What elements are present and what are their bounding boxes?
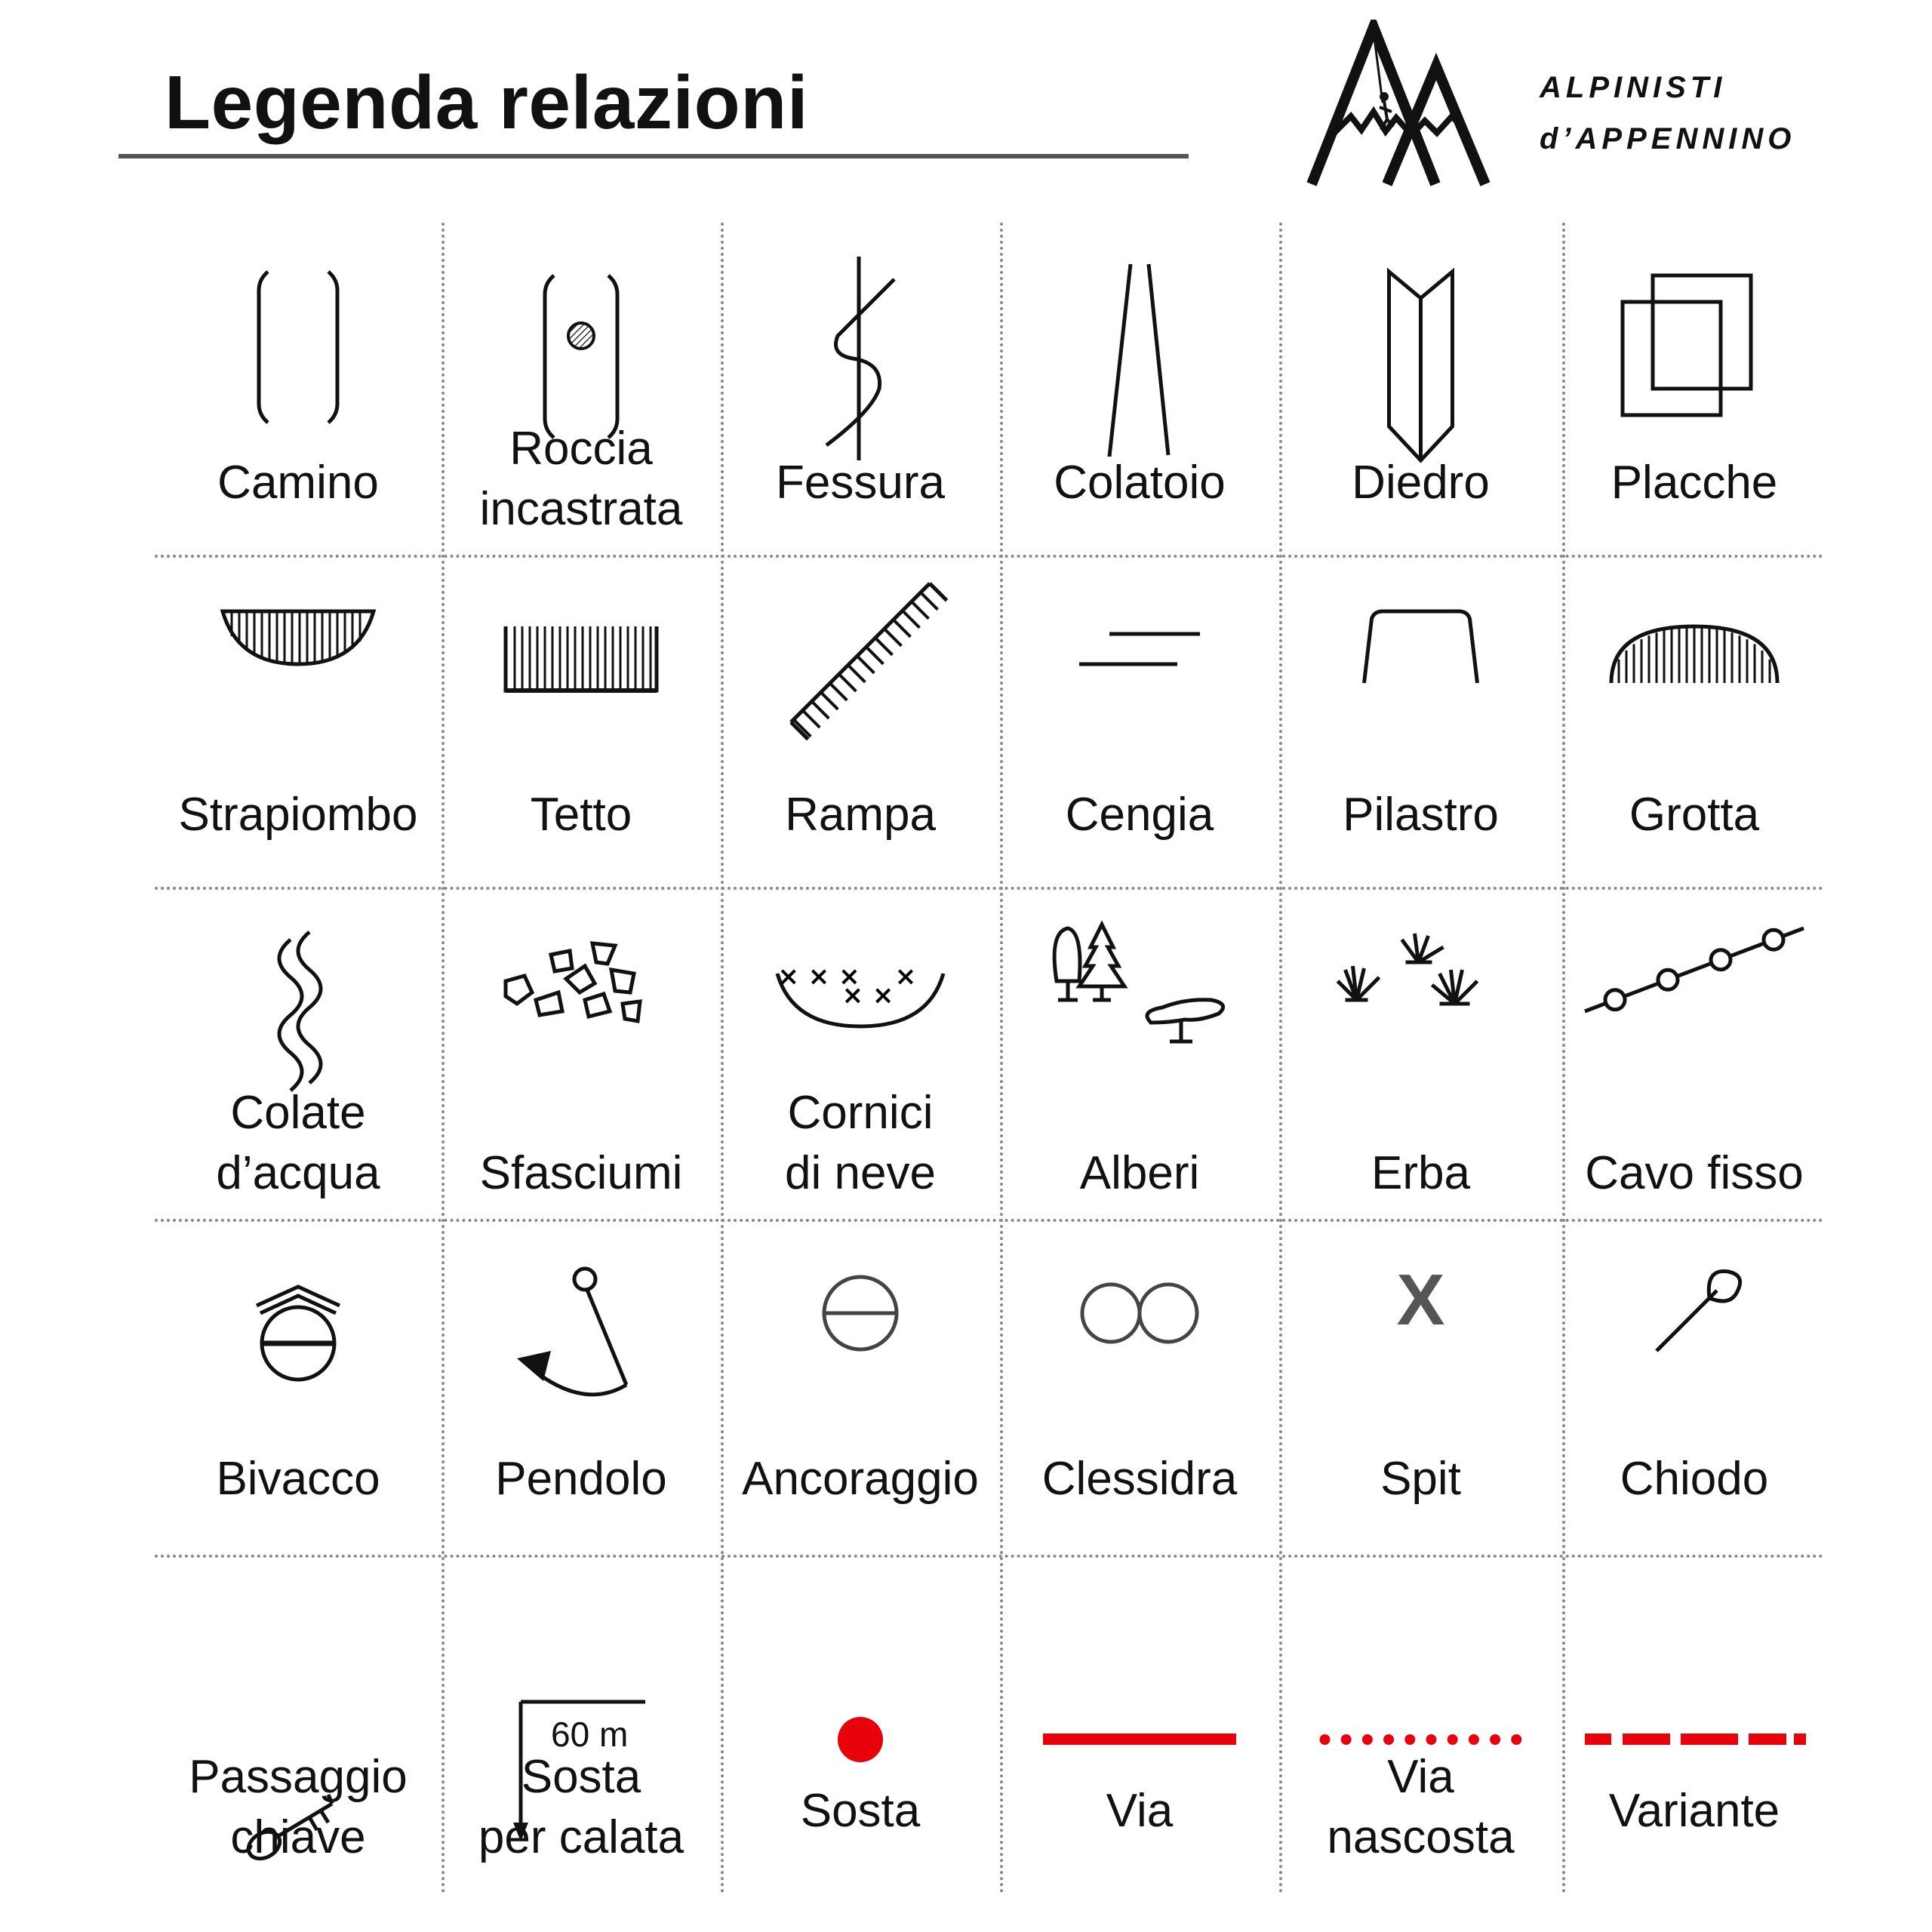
legend-label: Passaggio chiave <box>189 1751 408 1863</box>
legend-label: Via nascosta <box>1327 1751 1515 1863</box>
row-divider <box>155 887 1824 890</box>
legend-label: Alberi <box>1079 1147 1200 1199</box>
legend-label: Fessura <box>776 457 945 509</box>
legend-label: Cavo fisso <box>1585 1147 1804 1199</box>
legend-item <box>1562 223 1826 555</box>
legend-label: Pendolo <box>495 1453 667 1505</box>
spit-glyph: X <box>1396 1260 1445 1340</box>
page-title: Legenda relazioni <box>165 60 809 145</box>
column-divider <box>441 223 445 1894</box>
legend-label: Cengia <box>1065 789 1214 841</box>
column-divider <box>1000 223 1003 1894</box>
legend-item <box>1000 223 1279 555</box>
legend-label: Chiodo <box>1620 1453 1769 1505</box>
legend-label: Grotta <box>1629 789 1760 841</box>
legend-label: Ancoraggio <box>742 1453 979 1505</box>
brand-name-line-2: d’APPENNINO <box>1540 122 1796 155</box>
svg-text:× × ×: × × × <box>777 961 860 992</box>
legend-label: Bivacco <box>216 1453 380 1505</box>
legend-label: Clessidra <box>1041 1453 1238 1505</box>
legend-item <box>721 887 1000 1219</box>
legend-item <box>1279 223 1562 555</box>
legend-item <box>441 555 721 887</box>
legend-item <box>441 887 721 1219</box>
legend-item <box>721 555 1000 887</box>
legend-item <box>1279 1219 1562 1555</box>
legend-label: Placche <box>1611 457 1778 509</box>
legend-label: Via <box>1106 1785 1174 1837</box>
legend-item <box>155 1219 441 1555</box>
legend-label: Erba <box>1371 1147 1470 1199</box>
rappel-length-label: 60 m <box>551 1715 629 1754</box>
legend-label: Sosta per calata <box>478 1751 685 1863</box>
legend-label: Spit <box>1380 1453 1461 1505</box>
legend-label: Diedro <box>1352 457 1490 509</box>
legend-item <box>721 223 1000 555</box>
legend-item <box>1279 1555 1562 1894</box>
column-divider <box>1279 223 1282 1894</box>
legend-item <box>155 555 441 887</box>
belay-station-icon <box>721 1555 1000 1894</box>
svg-text:× ×: × × <box>841 980 894 1011</box>
column-divider <box>1562 223 1565 1894</box>
legend-item <box>1279 555 1562 887</box>
legend-item <box>155 223 441 555</box>
legend-item <box>1562 1555 1826 1894</box>
legend-item <box>1562 1219 1826 1555</box>
legend-item <box>1279 887 1562 1219</box>
svg-text:×: × <box>894 961 917 992</box>
row-divider <box>155 1555 1824 1558</box>
legend-item <box>441 1555 721 1894</box>
legend-label: Tetto <box>530 789 632 841</box>
legend-label: Pilastro <box>1343 789 1499 841</box>
row-divider <box>155 1219 1824 1222</box>
row-divider <box>155 555 1824 558</box>
brand-name-line-1: ALPINISTI <box>1540 71 1727 104</box>
legend-label: Colate d’acqua <box>216 1087 380 1199</box>
legend-label: Variante <box>1608 1785 1780 1837</box>
legend-label: Strapiombo <box>178 789 418 841</box>
column-divider <box>721 223 724 1894</box>
legend-item <box>441 1219 721 1555</box>
legend-item <box>721 1219 1000 1555</box>
legend-label: Sosta <box>800 1785 921 1837</box>
legend-item <box>1000 887 1279 1219</box>
legend-item <box>441 223 721 555</box>
legend-label: Cornici di neve <box>785 1087 936 1199</box>
variant-route-icon <box>1562 1555 1826 1894</box>
legend-item <box>1000 555 1279 887</box>
legend-item <box>155 1555 441 1894</box>
legend-label: Roccia incastrata <box>479 423 683 535</box>
legend-label: Camino <box>217 457 379 509</box>
legend-item <box>721 1555 1000 1894</box>
legend-label: Colatoio <box>1054 457 1226 509</box>
legend-label: Sfasciumi <box>479 1147 683 1199</box>
route-line-icon <box>1000 1555 1279 1894</box>
legend-item <box>1000 1555 1279 1894</box>
legend-item <box>155 887 441 1219</box>
legend-label: Rampa <box>785 789 936 841</box>
legend-item <box>1000 1219 1279 1555</box>
legend-item <box>1562 887 1826 1219</box>
legend-item <box>1562 555 1826 887</box>
